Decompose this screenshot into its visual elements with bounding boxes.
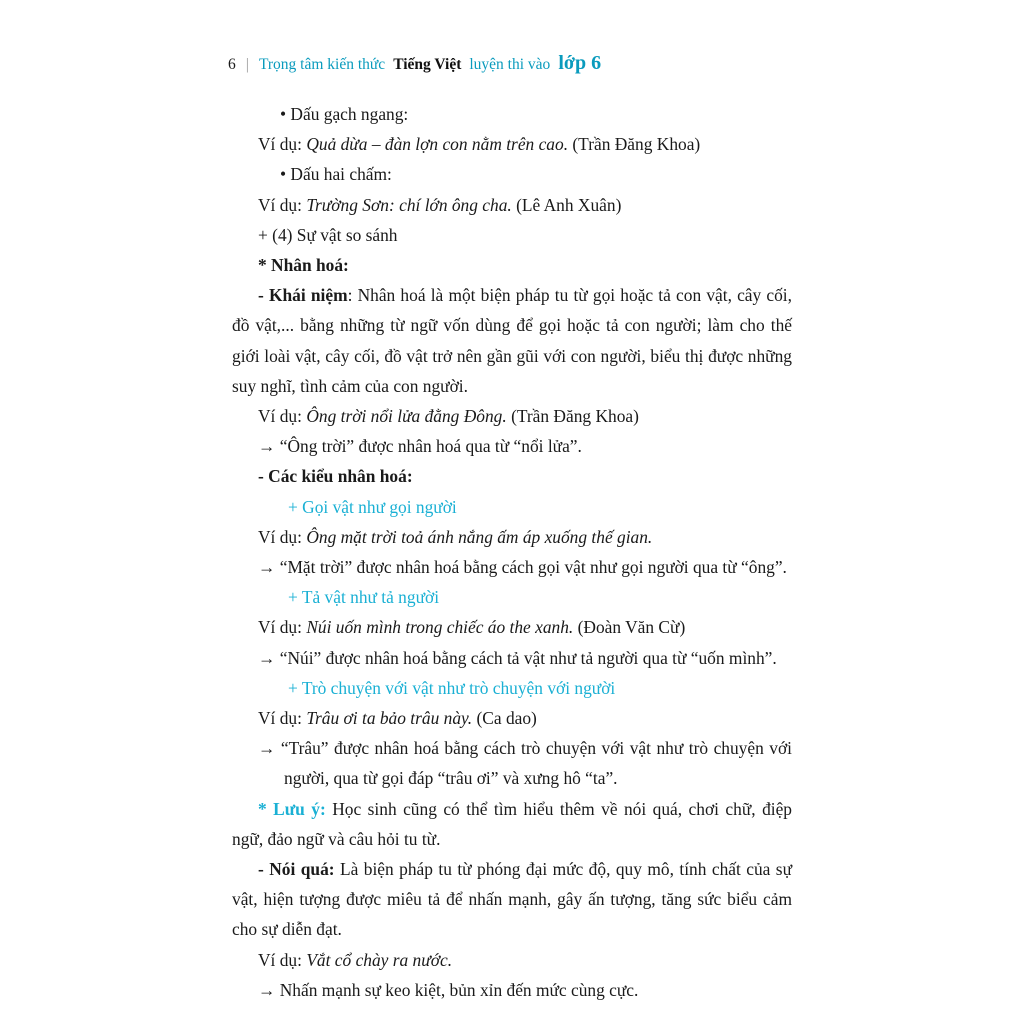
header-separator: |	[245, 56, 249, 73]
example-italic-5: Núi uốn mình trong chiếc áo the xanh.	[306, 617, 574, 638]
example-label-3: Ví dụ:	[258, 406, 307, 427]
subitem-goi-vat-nhu-goi-nguoi: + Gọi vật như gọi người	[288, 496, 457, 517]
luu-y-text: Học sinh cũng có thể tìm hiểu thêm về nói quá, chơi chữ, điệp ngữ, đảo ngữ và câu hỏi tu từ.	[232, 798, 793, 849]
example-italic-3: Ông trời nổi lửa đằng Đông.	[306, 406, 507, 427]
example-italic-2: Trường Sơn: chí lớn ông cha.	[306, 194, 512, 215]
page-header	[0, 52, 1024, 75]
noi-qua-label: - Nói quá:	[258, 859, 340, 880]
example-italic-6: Trâu ơi ta bảo trâu này.	[306, 708, 473, 729]
arrow-note-1: → “Ông trời” được nhân hoá qua từ “nổi lửa”.	[258, 436, 582, 457]
example-line-5	[232, 612, 792, 642]
example-source-6: (Ca dao)	[472, 708, 537, 729]
example-italic-1: Quả dừa – đàn lợn con nằm trên cao.	[306, 134, 569, 155]
header-title-part2: Tiếng Việt	[393, 56, 462, 73]
example-source-3: (Trần Đăng Khoa)	[506, 406, 639, 427]
subitem-ta-vat-nhu-ta-nguoi: + Tả vật như tả người	[288, 587, 440, 608]
example-line-2	[232, 190, 792, 220]
paragraph-khai-niem	[232, 280, 792, 401]
arrow-note-3: → “Núi” được nhân hoá bằng cách tả vật như tả người qua từ “uốn mình”.	[258, 647, 777, 668]
bullet-dau-hai-cham: • Dấu hai chấm:	[280, 164, 392, 185]
example-line-3	[232, 401, 792, 431]
example-italic-4: Ông mặt trời toả ánh nắng ấm áp xuống thế gian.	[306, 526, 653, 547]
arrow-note-2: → “Mặt trời” được nhân hoá bằng cách gọi vật như gọi người qua từ “ông”.	[258, 557, 787, 578]
header-title-part4: lớp 6	[558, 52, 602, 74]
arrow-note-5: → Nhấn mạnh sự keo kiệt, bủn xỉn đến mức cùng cực.	[258, 979, 639, 1000]
item-su-vat-so-sanh: + (4) Sự vật so sánh	[258, 224, 398, 245]
subitem-tro-chuyen-voi-vat: + Trò chuyện với vật như trò chuyện với người	[288, 677, 616, 698]
example-label-4: Ví dụ:	[258, 526, 307, 547]
example-label-6: Ví dụ:	[258, 708, 307, 729]
example-source-2: (Lê Anh Xuân)	[511, 194, 622, 215]
page-number: 6	[228, 56, 236, 73]
example-italic-7: Vắt cổ chày ra nước.	[306, 949, 453, 970]
bullet-dau-gach-ngang: • Dấu gạch ngang:	[280, 104, 409, 124]
paragraph-noi-qua	[232, 854, 792, 945]
example-source-1: (Trần Đăng Khoa)	[568, 134, 701, 155]
paragraph-luu-y	[232, 794, 792, 854]
example-line-4	[232, 522, 792, 552]
luu-y-label: * Lưu ý:	[258, 798, 333, 819]
example-line-1	[232, 129, 792, 159]
document-body	[0, 99, 1024, 1005]
heading-nhan-hoa: * Nhân hoá:	[258, 255, 349, 276]
example-line-6	[232, 703, 792, 733]
example-label-7: Ví dụ:	[258, 949, 307, 970]
example-label-1: Ví dụ:	[258, 134, 307, 155]
arrow-note-4: → “Trâu” được nhân hoá bằng cách trò chuyện với vật như trò chuyện với người, qua từ gọi đáp “trâu ơi” và xưng hô “ta”.	[258, 738, 792, 789]
heading-cac-kieu-nhan-hoa: - Các kiểu nhân hoá:	[258, 466, 413, 487]
noi-qua-text: Là biện pháp tu từ phóng đại mức độ, quy mô, tính chất của sự vật, hiện tượng được miêu tả để nhấn mạnh, gây ấn tượng, tăng sức biểu cảm cho sự diễn đạt.	[232, 859, 792, 940]
example-label-5: Ví dụ:	[258, 617, 307, 638]
khai-niem-text: : Nhân hoá là một biện pháp tu từ gọi hoặc tả con vật, cây cối, đồ vật,... bằng những từ ngữ vốn dùng để gọi hoặc tả con người; làm cho thế giới loài vật, cây cối, đồ vật trở nên gần gũi với con người, biểu thị được những suy nghĩ, tình cảm của con người.	[232, 285, 792, 396]
example-label-2: Ví dụ:	[258, 194, 307, 215]
khai-niem-label: - Khái niệm	[258, 285, 348, 306]
example-source-5: (Đoàn Văn Cừ)	[573, 617, 686, 638]
example-line-7	[232, 945, 792, 975]
header-title-part1: Trọng tâm kiến thức	[258, 56, 386, 73]
header-title-part3: luyện thi vào	[469, 56, 551, 73]
